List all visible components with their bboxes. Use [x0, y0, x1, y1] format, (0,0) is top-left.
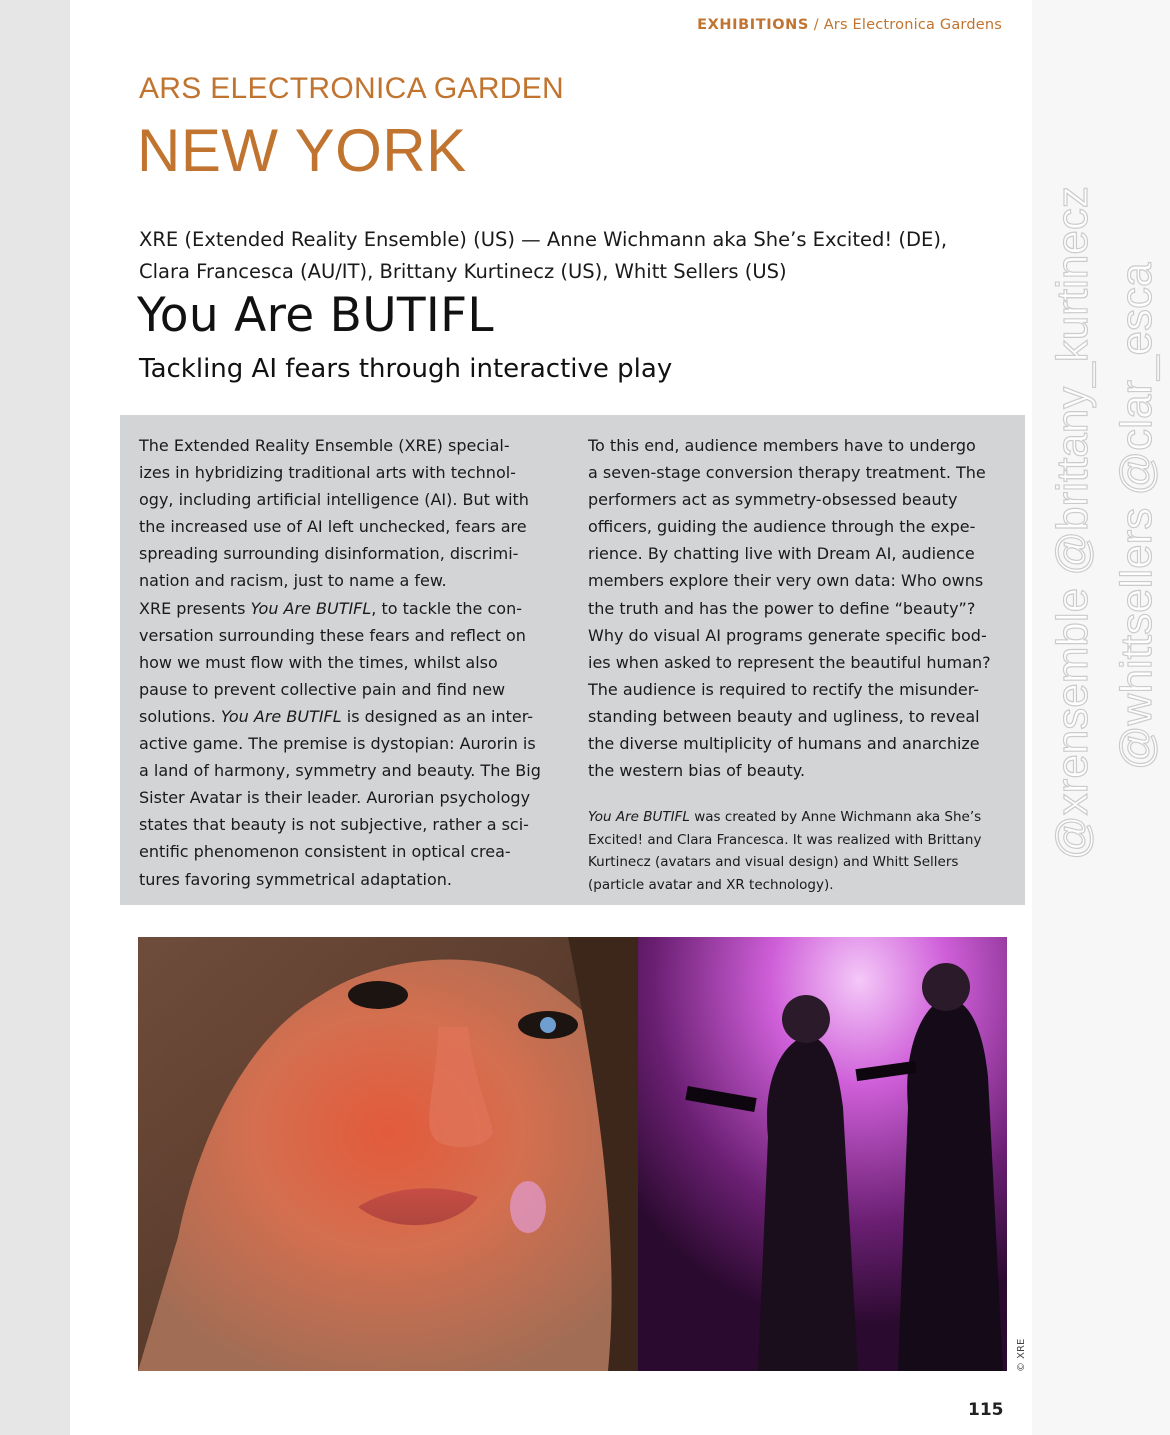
performer-left-head: [782, 995, 830, 1043]
photo-credit: [1012, 1332, 1036, 1372]
text-line: ogy, including artificial intelligence (AI). But with: [139, 490, 529, 510]
artist-credits: [139, 224, 1019, 288]
running-head-separator: /: [808, 17, 824, 33]
text-run: XRE presents: [139, 598, 251, 618]
text-line: ies when asked to represent the beautiful human?: [588, 652, 991, 672]
page-number: 115: [968, 1400, 1004, 1420]
eye-left: [348, 981, 408, 1009]
feature-photo-illustration: [138, 937, 1007, 1371]
text-line: rience. By chatting live with Dream AI, audience: [588, 544, 975, 564]
running-head-subsection: Ars Electronica Gardens: [823, 17, 1002, 33]
running-head-section: EXHIBITIONS: [697, 17, 809, 33]
text-line: how we must flow with the times, whilst also: [139, 652, 498, 672]
photo-credit-text: © XRE: [1016, 1338, 1027, 1372]
social-handle-text: @whittsellers @clar_esca: [1112, 262, 1161, 770]
text-line: active game. The premise is dystopian: Aurorin is: [139, 734, 536, 754]
text-line: Excited! and Clara Francesca. It was realized with Brittany: [588, 831, 982, 848]
text-line: the increased use of AI left unchecked, fears are: [139, 517, 527, 537]
credits-note: [588, 806, 1008, 896]
text-line: The Extended Reality Ensemble (XRE) special-: [139, 436, 510, 455]
social-handle-text: @xrensemble @brittany_kurtinecz: [1048, 186, 1097, 860]
artist-credits-line: XRE (Extended Reality Ensemble) (US) — Anne Wichmann aka She’s Excited! (DE),: [139, 228, 948, 251]
paragraph: [588, 432, 1008, 784]
text-line: officers, guiding the audience through the expe-: [588, 517, 976, 537]
text-line: Why do visual AI programs generate specific bod-: [588, 625, 987, 645]
text-line: a land of harmony, symmetry and beauty. The Big: [139, 761, 541, 781]
text-run: is designed as an inter-: [341, 706, 534, 726]
text-line: Kurtinecz (avatars and visual design) and Whitt Sellers: [588, 854, 959, 870]
text-line: spreading surrounding disinformation, discrimi-: [139, 544, 519, 564]
artist-credits-line: Clara Francesca (AU/IT), Brittany Kurtinecz (US), Whitt Sellers (US): [139, 260, 787, 283]
text-line: izes in hybridizing traditional arts with technol-: [139, 463, 516, 483]
paragraph: [139, 595, 559, 893]
work-title: You Are BUTIFL: [137, 288, 494, 343]
text-line: pause to prevent collective pain and find new: [139, 679, 506, 699]
text-line: the western bias of beauty.: [588, 761, 806, 781]
text-run: was created by Anne Wichmann aka She’s: [689, 809, 982, 825]
section-kicker: ARS ELECTRONICA GARDEN: [139, 72, 565, 105]
text-line: [588, 806, 1008, 829]
text-line: a seven-stage conversion therapy treatment. The: [588, 463, 986, 483]
social-handles-overlay: [1020, 40, 1161, 860]
text-line: states that beauty is not subjective, rather a sci-: [139, 815, 529, 835]
work-title-inline: You Are BUTIFL: [220, 706, 342, 726]
text-line: nation and racism, just to name a few.: [139, 571, 447, 591]
body-column-right: [588, 432, 1008, 784]
text-line: (particle avatar and XR technology).: [588, 876, 834, 893]
running-head: [697, 17, 1002, 33]
work-subtitle: Tackling AI fears through interactive play: [139, 354, 673, 384]
text-line: tures favoring symmetrical adaptation.: [139, 869, 452, 889]
text-line: [139, 595, 559, 622]
city-heading: NEW YORK: [137, 117, 467, 184]
text-line: Sister Avatar is their leader. Aurorian psychology: [139, 788, 531, 808]
text-line: versation surrounding these fears and reflect on: [139, 625, 526, 645]
text-run: , to tackle the con-: [371, 598, 522, 618]
text-line: entific phenomenon consistent in optical crea-: [139, 842, 511, 862]
text-run: solutions.: [139, 706, 221, 726]
body-column-left: [139, 432, 559, 893]
text-line: standing between beauty and ugliness, to reveal: [588, 706, 980, 726]
text-line: To this end, audience members have to undergo: [588, 436, 976, 455]
feature-photo: [138, 937, 1007, 1371]
light-flare: [510, 1181, 546, 1233]
text-line: performers act as symmetry-obsessed beauty: [588, 490, 958, 510]
text-line: the diverse multiplicity of humans and anarchize: [588, 734, 980, 754]
iris-right: [540, 1017, 556, 1033]
work-title-inline: You Are BUTIFL: [250, 598, 372, 618]
text-line: [139, 703, 559, 730]
text-line: members explore their very own data: Who owns: [588, 571, 984, 591]
text-line: The audience is required to rectify the misunder-: [588, 679, 980, 699]
text-line: the truth and has the power to define “beauty”?: [588, 598, 976, 618]
paragraph: [139, 432, 559, 595]
performer-right-head: [922, 963, 970, 1011]
work-title-inline: You Are BUTIFL: [588, 809, 690, 825]
